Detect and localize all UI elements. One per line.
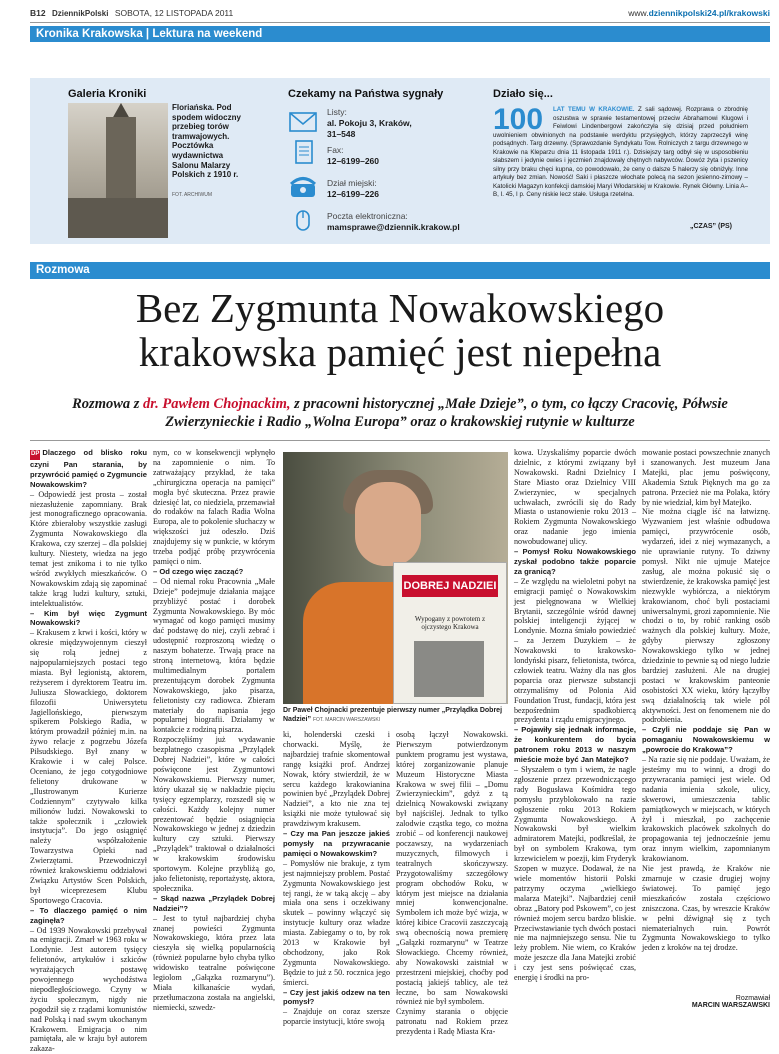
column-4 <box>396 730 508 1037</box>
article-headline: Bez Zygmunta Nowakowskiego krakowska pamięć jest niepełna <box>30 286 770 374</box>
interview-answer: Nie jest prawdą, że Kraków nie zmarnuje w czasie drugiej wojny światowej. To pamięć jego mieszkańców została częściowo zniszczona. Czas, by wreszcie Kraków w pełni dźwignął się z tych niematerialnych ruin. Powrót Zygmunta Nowakowskiego to tylko jeden z kroków na tej drodze. <box>642 864 770 953</box>
interview-answer: – Odpowiedź jest prosta – został niezasłużenie zapomniany. Brak jest monograficznego opracowania. Które zbierałoby wszystkie zasługi Zygmunta Nowakowskiego dla Krakowa, czy szerzej – dla polskiej kultury. Niestety, wiedza na jego temat jest znikoma i to nie tylko wśród zwykłych mieszkańców. O Nowakowskim zdają się zapominać także krąg ludzi kultury, sztuki, intelektualistów. <box>30 490 147 609</box>
interview-question: – Czy ma Pan jeszcze jakieś pomysły na przywracanie pamięci o Nowakowskim? <box>283 829 390 859</box>
page-number: B12 <box>30 8 46 18</box>
interview-question: – Od czego więc zacząć? <box>153 567 275 577</box>
author-signature: Rozmawiał MARCIN WARSZAWSKI <box>642 995 770 1009</box>
contact-email: Poczta elektroniczna: mamsprawe@dziennik.krakow.pl <box>327 211 460 233</box>
article-lead: Rozmowa z dr. Pawłem Chojnackim, z pracowni historycznej „Małe Dzieje”, o tym, co łączy Cracovię, Półwsie Zwierzynieckie i Radio „Wolna Europa” oraz o krakowskiej rutynie w kulturze <box>40 395 760 431</box>
interview-answer: Rozpoczęliśmy już wydawanie bezpłatnego czasopisma „Przylądek Dobrej Nadziei”, które w całości poświęcone jest Zygmuntowi Nowakowskiemu. Pierwszy numer, który ukazał się w nakładzie pięciu tysięcy egzemplarzy, rozszedł się w całości. Każdy kolejny numer prezentować będzie osiągnięcia Nowakowskiego w jednej z dziedzin kultury czy sztuki. Pierwszy „Przylądek” traktował o działalności w krakowskim środowisku sportowym. Kolejne przybliżą go, jako felietonistę, reportażystę, aktora, społecznika. <box>153 735 275 894</box>
interview-answer: Czynimy starania o objęcie patronatu nad Rokiem przez prezydenta i Radę Miasta Kra- <box>396 1007 508 1037</box>
interview-answer: – Słyszałem o tym i wiem, że nagle zgłoszenie przez przewodniczącego rady Bogusława Kośmidra tego pomysłu przyblokowało na razie ogłoszenie roku 2013 Rokiem Zygmunta Nowakowskiego. A Nowakowski był wielkim admiratorem Matejki, podkreślał, że był on symbolem Krakowa, tym krzewicielem w poezji, kim Fryderyk Szopen w muzyce. Dodawał, że na wiele momentów historii Polski patrzymy oczyma „wielkiego malarza Matejki”. Najbardziej cenił obraz „Batory pod Pskowem”, co jest również mojem sercu bardzo bliskie. Przeciwstawianie tych dwóch postaci nie ma najmniejszego sensu. Nie tu leży problem. Nie wiem, co Kraków może jeszcze dla Jana Matejki zrobić i czy jest sens poświęcać czas, energię i środki na pro- <box>514 765 636 983</box>
article-photo <box>283 452 508 704</box>
column-5 <box>514 448 636 983</box>
dp-tag: DP <box>30 450 40 460</box>
top-rule <box>30 22 770 23</box>
interview-question: – Kim był więc Zygmunt Nowakowski? <box>30 609 147 629</box>
galeria-caption: Floriańska. Pod spodem widoczny przebieg torów tramwajowych. Pocztówka wydawnictwa Salonu Malarzy Polskich z 1910 r. <box>172 103 246 180</box>
interview-answer: ki, holenderski czeski i chorwacki. Myślę, że najbardziej trafnie skomentował rangę książki prof. Andrzej Nowak, który stwierdził, że w sercu każdego krakowianina powinien być „Przylądek Dobrej Nadziei”, a kto nie zna tej książki nie może tytułować się prawdziwym krakusem. <box>283 730 390 829</box>
mouse-icon <box>288 207 318 231</box>
top-strip <box>30 8 770 22</box>
interview-answer: – Krakusem z krwi i kości, który w okresie międzywojennym cieszył się rolą jednej z najpopularniejszych postaci tego miasta. Był legionistą, aktorem, reżyserem i dyrektorem Teatru im. Juliusza Słowackiego, doktorem filozofii Uniwersytetu Jagiellońskiego, pierwszym spikerem Polskiego Radia, w którym prowadził później m.in. na żywo relacje z pogrzebu Józefa Piłsudskiego. Był znany w Krakowie i w całej Polsce. Oceniano, że jego cotygodniowe felietony drukowane w „Ilustrowanym Kurierze Codziennym” czytywało kilka milionów ludzi. Nowakowski to także społecznik i „człowiek instytucja”. Do jego osiągnięć należy współzałożenie Towarzystwa Opieki nad Zwierzętami. Przewodniczył również krakowskiemu oddziałowi Związku Artystów Scen Polskich, był wiceprezesem Klubu Sportowego Cracovia. <box>30 628 147 905</box>
archival-photo <box>68 103 168 238</box>
contact-fax: Fax: 12–6199–260 <box>327 145 379 167</box>
masthead: DziennikPolski <box>52 9 108 18</box>
interview-answer: kowa. Uzyskaliśmy poparcie dwóch dzielnic, z którymi związany był Nowakowski. Radni Dzielnicy I Stare Miasto oraz Dzielnicy VIII Zwierzyniec, w specjalnych uchwałach, zwrócili się do Rady Miasta o ustanowienie roku 2013 – Rokiem Zygmunta Nowakowskiego oraz nadanie jego imienia nowobudowanej ulicy. <box>514 448 636 547</box>
interview-answer: – Od 1939 Nowakowski przebywał na emigracji. Zmarł w 1963 roku w Londynie. Jest autorem tysięcy felietonów, artykułów i szkiców wyrażających postawę powojennego wychodźstwa niepodległościowego. Czyny w życiu społecznym, nigdy nie pogodził się z rządami komunistów nad Polską i nad swym ukochanym Krakowem. Emigracja o nim pamiętała, ale w kraju był autorem zakaza- <box>30 926 147 1054</box>
interview-answer: – Jest to tytuł najbardziej chyba znanej powieści Zygmunta Nowakowskiego, która przez lata cieszyła się wielką popularnością (również popularne było chyba tylko widowisko teatralne poświęcone legiolom „Gałązka rozmarynu”). Miała kilkanaście wydań, przetłumaczona została na angielski, niemiecki, szwedz- <box>153 914 275 1013</box>
envelope-icon <box>288 110 318 134</box>
galeria-credit: FOT. ARCHIWUM <box>172 192 212 198</box>
contact-phone: Dział miejski: 12–6199–226 <box>327 178 379 200</box>
column-2 <box>153 448 275 1013</box>
interview-question: – Czy jest jakiś odzew na ten pomysł? <box>283 988 390 1008</box>
interview-answer: nym, co w konsekwencji wpłynęło na zapomnienie o nim. To zatrważający przykład, że taka „chirurgiczna operacja na pamięci” mogła być skuteczna. Przez prawie dziesięć lat, co niedziela, przemawiał do rodaków na falach Radia Wolna Europa, ale to pokolenie słuchaczy w większości już odeszło. Dziś znajdujemy się w punkcie, w którym trzeba podjąć próbę przywrócenia pamięci o nim. <box>153 448 275 567</box>
dzialo-signature: „CZAS” (PS) <box>690 223 732 230</box>
galeria-title: Galeria Kroniki <box>68 88 146 100</box>
interview-question: – Pojawiły się jednak informacje, że konkurentem do bycia patronem roku 2013 w naszym mieście może być Jan Matejko? <box>514 725 636 765</box>
photo-caption: Dr Paweł Chojnacki prezentuje pierwszy numer „Przylądka Dobrej Nadziei” FOT. MARCIN WARSZAWSKI <box>283 707 508 724</box>
interview-question: – Skąd nazwa „Przylądek Dobrej Nadziei”? <box>153 894 275 914</box>
phone-icon <box>288 175 318 199</box>
column-3 <box>283 730 390 1027</box>
column-1 <box>30 448 147 1054</box>
interview-answer: – Ze względu na wieloletni pobyt na emigracji pamięć o Nowakowskim jest pielęgnowana w Wielkiej Brytanii, szczególnie wśród dawnej polskiej inteligencji żyjącej w Londynie. Mozna śmiało powiedzieć – za Jerzem Duzykiem – że Nowakowski to krakowsko-londyński pisarz, felietonista, twórca, człowiek teatru. Ważny dla nas głos poparcia oraz pierwsze substancji otrzymaliśmy od Polonia Aid Foundation Trust, fundacji, która jest bezpośrednim spadkobiercą prezydenta i rządu emigracyjnego. <box>514 577 636 726</box>
interview-question: – Czyli nie poddaje się Pan w pomaganiu Nowakowskiemu w „powrocie do Krakowa”? <box>642 725 770 755</box>
site-url[interactable]: www.dziennikpolski24.pl/krakowski <box>628 8 770 18</box>
newspaper-prop: DOBREJ NADZIEI Wypogany z powrotem z ojczystego Krakowa <box>393 562 507 704</box>
dzialo-text: LAT TEMU W KRAKOWIE. Z sali sądowej. Rozprawa o zbrodnię oszustwa w sprawie testamentowej przeciw Abrahamowi Klugowi i Feiwlowi Lindenbergowi zakończyła się dzisiaj przed południem uwolnieniem obwinionych na podstawie werdyktu przysięgłych, którzy zaprzeczyli winę podsądnych. Targ drzewny. (Sprawozdanie Syndykatu Tow. Rolniczych z targu drzewnego w Krakowie na Kleparzu dnia 11 listopada 1911 r.). Dzisiejszy targ odbył się w usposobieniu słabszem i jedynie owies i jęczmień znajdowały chętnych nabywców. Dowóz żyta i pszenicy silny przy braku chęci kupna, co powodowało, że ceny o dalsze 5 halerzy się obniżyły. Inne artykuły bez zmian. Nowość! Saki i płaszcze włochate polecą na sezon jesienno-zimowy – Katolicki Magazyn konfekcji damskiej Maryi Włodarskiej w Krakowie. Rynek Główny. Linia A–B, I. 45, I p. Ceny niskie lecz stałe. Usługa rzetelna. <box>493 106 748 200</box>
interview-answer: – Od niemal roku Pracownia „Małe Dzieje” podejmuje działania mające przybliżyć postać i dorobek Zygmunta Nowakowskiego. By móc wymagać od kogo pamięci musimy dać podstawę do niej, czyli zebrać i udostępnić rozproszoną wiedzę o naszym bohaterze. Trwają prace na stroną internetową, która będzie multimedialnym portalem prezentującym dorobek Zygmunta Nowakowskiego, jako pisarza, felietonisty czy radiowca. Zbieram materiały do napisania jego popularnej biografii. Działamy w kontakcie z rodziną pisarza. <box>153 577 275 736</box>
interview-answer: Nie można ciągle iść na łatwiznę. Wyzwaniem jest właśnie odbudowa pamięci, przywrócenie osób, wydarzeń, idei z niej wymazanych, a nie uprawianie rutyny. To dziwny pomysł. Nikt nie ujmuje Matejce zasług, ale można pokusić się o stwierdzenie, że krakowska pamięć jest niezwykle wybiórcza, a niektórym krakowianom, choć byli postaciami uniwersalnymi, grozi zapomnienie. Nie chodzi o to, by robić ranking osób ważnych dla polskiej kultury. Może, gdyby pierwszy zgłoszony Nowakowskiego tylko w jednej dziedzinie to pewnie są od niego ludzie bardziej zasłużeni. Ale na drugiej postaci w krakowskim panteonie osobistości XX wieku, który łączyłby swą działalnością tak wiele pól aktywności. Jest on fenomenem nie do podrobienia. <box>642 507 770 725</box>
section-tag: Rozmowa <box>30 262 770 279</box>
contact-title: Czekamy na Państwa sygnały <box>288 88 443 100</box>
interview-answer: osobą łączył Nowakowski. Pierwszym potwierdzonym punktem programu jest wystawa, której zorganizowanie planuje Muzeum Historyczne Miasta Krakowa w swej filii – „Domu Zwierzynieckim”, gdyż z tą dzielnicą Nowakowski związany był najściślej. Jednak to tylko zalodwie cząstka tego, co można zrobić – od konferencji naukowej poczawszy, na wydarzeniach muzycznych, filmowych i teatralnych skończywszy. Przygotowaliśmy szczegółowy program obchodów Roku, w którym jest miejsce na działania mniej konwencjonalne. Symbolem ich może być wizja, w której kibice Cracovii zaszczycają swą obecnością nowa premierę „Gałązki rozmarynu” w Teatrze Słowackiego. Chcemy również, aby Nowakowski zaistniał w przestrzeni miejskiej, choćby pod postacią jakiejś tablicy, ale też łeczne, bo sam Nowakowski również nie był symbolem. <box>396 730 508 1007</box>
interview-answer: mowanie postaci powszechnie znanych i szanowanych. Jest muzeum Jana Matejki, plac jemu poświęcony, Akademia Sztuk Pięknych ma go za patrona. Przecież nie ma Polaka, który by nie wiedział, kim był Matejko. <box>642 448 770 507</box>
dzialo-big-number: 100 <box>493 105 543 135</box>
column-6 <box>642 448 770 953</box>
interview-question: DP Dlaczego od blisko roku czyni Pan starania, by przywrócić pamięć o Zygmuncie Nowakowskim? <box>30 448 147 490</box>
contact-mail: Listy: al. Pokoju 3, Kraków, 31–548 <box>327 107 417 140</box>
interview-question: – To dlaczego pamięć o nim zaginęła? <box>30 906 147 926</box>
interview-answer: – Na razie się nie poddaje. Uważam, że jesteśmy mu to winni, a drogi do przywracania pamięci jest wiele. Od nadania imienia szkole, ulicy, skwerowi, umieszczenia tablic pamiątkowych w miejscach, w których żył i mieszkał, po zachęcenie krakowskich placówek szkolnych do propagowania tej jednocześnie jemu oraz innym wielkim, zapomnianym krakowianom. <box>642 755 770 864</box>
interview-answer: – Znajduje on coraz szersze poparcie instytucji, które swoją <box>283 1007 390 1027</box>
date: SOBOTA, 12 LISTOPADA 2011 <box>115 8 233 18</box>
interview-answer: – Pomysłów nie brakuje, z tym jest najmniejszy problem. Postać Zygmunta Nowakowskiego jest tej rangi, że w taką akcję – aby miała ona sens i oczekiwany skutek – powinny włączyć się instytucje kultury oraz władze miasta. Zabiegamy o to, by rok 2013 w Krakowie był obchodzony, jako Rok Zygmunta Nowakowskiego. Będzie to już z 50. rocznica jego śmierci. <box>283 859 390 988</box>
dzialo-title: Działo się... <box>493 88 553 100</box>
section-band: Kronika Krakowska | Lektura na weekend <box>30 26 770 42</box>
interview-question: – Pomysł Roku Nowakowskiego zyskał podobno także poparcie za granicą? <box>514 547 636 577</box>
document-icon <box>288 140 318 164</box>
mid-rule <box>30 440 770 441</box>
